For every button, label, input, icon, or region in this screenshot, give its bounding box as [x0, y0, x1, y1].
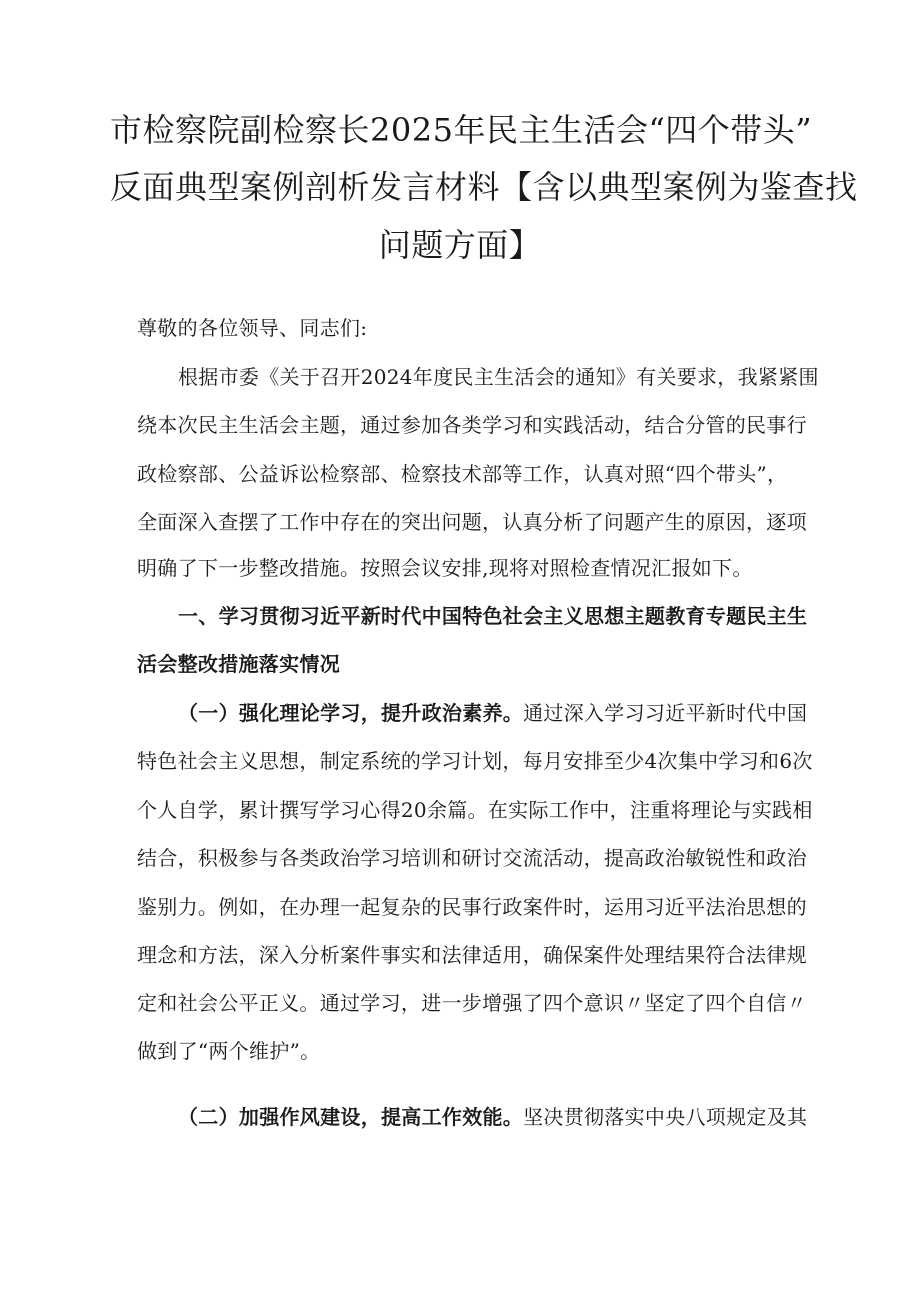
body-line: 做到了“两个维护”。 [137, 1039, 321, 1063]
body-line: 结合，积极参与各类政治学习培训和研讨交流活动，提高政治敏锐性和政治 [137, 846, 807, 870]
document-title-line-1: 市检察院副检察长2025年民主生活会“四个带头” [110, 111, 813, 149]
body-line: 个人自学，累计撰写学习心得20余篇。在实际工作中，注重将理论与实践相 [137, 798, 813, 822]
document-title-line-2: 反面典型案例剖析发言材料【含以典型案例为鉴查找 [110, 168, 858, 206]
section-heading-line: 活会整改措施落实情况 [137, 652, 340, 676]
section-heading-line: 一、学习贯彻习近平新时代中国特色社会主义思想主题教育专题民主生 [178, 604, 808, 628]
subsection-2-first-line [178, 1105, 838, 1129]
body-line: 理念和方法，深入分析案件事实和法律适用，确保案件处理结果符合法律规 [137, 943, 807, 967]
salutation: 尊敬的各位领导、同志们: [137, 316, 368, 340]
intro-line: 政检察部、公益诉讼检察部、检察技术部等工作，认真对照“四个带头”， [137, 462, 788, 486]
body-line: 鉴别力。例如，在办理一起复杂的民事行政案件时，运用习近平法治思想的 [137, 895, 807, 919]
intro-line: 全面深入查摆了工作中存在的突出问题，认真分析了问题产生的原因，逐项 [137, 510, 807, 534]
intro-line: 绕本次民主生活会主题，通过参加各类学习和实践活动，结合分管的民事行 [137, 413, 807, 437]
subsection-2-text: 坚决贯彻落实中央八项规定及其 [523, 1105, 808, 1129]
document-title-line-3: 问题方面】 [378, 226, 542, 264]
body-line: 定和社会公平正义。通过学习，进一步增强了四个意识〃坚定了四个自信〃 [137, 991, 807, 1015]
subsection-1-lead: （一）强化理论学习，提升政治素养。 [178, 701, 524, 725]
intro-line: 根据市委《关于召开2024年度民主生活会的通知》有关要求，我紧紧围 [178, 365, 819, 389]
body-line: 特色社会主义思想，制定系统的学习计划，每月安排至少4次集中学习和6次 [137, 749, 813, 773]
subsection-2-lead: （二）加强作风建设，提高工作效能。 [178, 1105, 524, 1129]
intro-line: 明确了下一步整改措施。按照会议安排,现将对照检查情况汇报如下。 [137, 556, 753, 580]
subsection-1-text: 通过深入学习习近平新时代中国 [523, 701, 808, 725]
subsection-1-first-line [178, 701, 838, 725]
